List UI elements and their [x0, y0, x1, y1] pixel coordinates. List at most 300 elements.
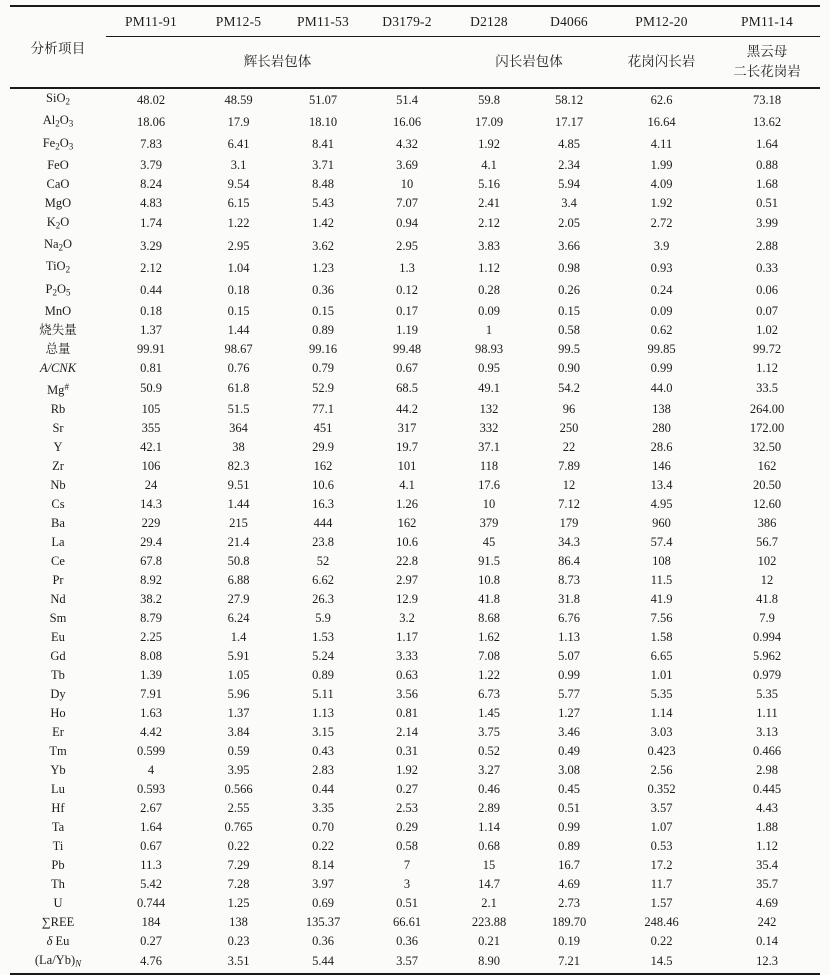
- cell: 99.5: [558, 341, 580, 356]
- column-group-header: 辉长岩包体: [106, 37, 449, 89]
- table-row: [10, 609, 820, 628]
- row-label: Cs: [51, 496, 65, 511]
- cell: 1.88: [756, 819, 778, 834]
- column-header-sample: PM11-53: [281, 6, 365, 37]
- cell: 33.5: [756, 381, 778, 396]
- cell: 29.9: [312, 439, 334, 454]
- cell: 1.92: [396, 762, 418, 777]
- cell: 7: [403, 857, 411, 872]
- cell: 108: [652, 553, 671, 568]
- row-label: $Na_2O$: [43, 237, 73, 253]
- cell: 91.5: [478, 553, 500, 568]
- cell: 6.41: [227, 137, 250, 152]
- cell: 29.4: [140, 534, 162, 549]
- cell: 0.352: [647, 781, 676, 796]
- cell: 1.92: [650, 195, 673, 210]
- cell: 15: [482, 857, 496, 872]
- cell: 35.7: [756, 876, 778, 891]
- cell: 58.12: [554, 92, 584, 107]
- cell: 0.36: [312, 283, 334, 298]
- cell: 162: [397, 515, 417, 530]
- column-header-sample: PM11-91: [106, 6, 196, 37]
- table-row: [10, 571, 820, 590]
- table-row: [10, 257, 820, 279]
- cell: 0.09: [478, 303, 500, 318]
- column-header-item: 分析项目: [10, 6, 106, 88]
- table-row: [10, 818, 820, 837]
- cell: 27.9: [227, 591, 250, 606]
- cell: 17.2: [650, 857, 673, 872]
- cell: 1.26: [396, 496, 418, 511]
- cell: 0.994: [752, 629, 782, 644]
- row-label: Ce: [51, 553, 65, 568]
- cell: 7.91: [140, 686, 162, 701]
- cell: 17.6: [478, 477, 500, 492]
- column-header-sample: D2128: [449, 6, 529, 37]
- table-row: [10, 400, 820, 419]
- cell: 0.36: [396, 933, 418, 948]
- cell: 0.19: [558, 933, 580, 948]
- cell: 57.4: [650, 534, 673, 549]
- cell: 2.98: [756, 762, 778, 777]
- cell: 0.23: [227, 933, 250, 948]
- row-label: $Fe_2O_3$: [42, 135, 74, 151]
- row-label: Lu: [51, 781, 65, 796]
- table-row: [10, 156, 820, 175]
- table-row: [10, 359, 820, 378]
- cell: 2.56: [650, 762, 673, 777]
- cell: 248.46: [644, 914, 679, 929]
- cell: 5.35: [756, 686, 778, 701]
- cell: 6.15: [227, 195, 250, 210]
- cell: 28.6: [650, 439, 673, 454]
- cell: 9.51: [227, 477, 250, 492]
- table-row: [10, 780, 820, 799]
- column-header-sample: PM12-20: [609, 6, 714, 37]
- cell: 1.13: [558, 629, 580, 644]
- table-row: [10, 932, 820, 951]
- cell: 8.48: [312, 176, 334, 191]
- row-label: Hf: [51, 800, 65, 815]
- cell: 162: [313, 458, 333, 473]
- cell: 82.3: [227, 458, 250, 473]
- cell: 250: [559, 420, 579, 435]
- table-row: [10, 495, 820, 514]
- cell: 3.9: [653, 238, 670, 253]
- cell: 51.07: [308, 92, 338, 107]
- row-label: La: [51, 534, 65, 549]
- cell: 1.92: [478, 137, 500, 152]
- cell: 13.4: [650, 477, 673, 492]
- cell: 179: [559, 515, 579, 530]
- cell: 0.22: [312, 838, 334, 853]
- cell: 0.18: [227, 283, 250, 298]
- cell: 7.89: [558, 458, 580, 473]
- cell: 0.15: [227, 303, 250, 318]
- cell: 0.445: [752, 781, 782, 796]
- column-group-header: 闪长岩包体: [449, 37, 609, 89]
- cell: 14.5: [650, 954, 673, 969]
- table-row: [10, 378, 820, 400]
- cell: 0.59: [227, 743, 250, 758]
- cell: 21.4: [227, 534, 250, 549]
- row-label: Pb: [51, 857, 65, 872]
- table-row: [10, 799, 820, 818]
- cell: 4.85: [558, 137, 580, 152]
- cell: 1.44: [227, 322, 250, 337]
- cell: 0.44: [312, 781, 334, 796]
- cell: 3.75: [478, 724, 500, 739]
- cell: 4: [147, 762, 155, 777]
- cell: 1.07: [650, 819, 673, 834]
- cell: 6.88: [227, 572, 250, 587]
- cell: 2.41: [478, 195, 500, 210]
- cell: 3.56: [396, 686, 418, 701]
- cell: 2.89: [478, 800, 500, 815]
- cell: 5.35: [650, 686, 673, 701]
- row-label: Sr: [52, 420, 64, 435]
- cell: 0.979: [752, 667, 782, 682]
- table-row: [10, 340, 820, 359]
- cell: 10.8: [478, 572, 500, 587]
- cell: 12.60: [752, 496, 782, 511]
- cell: 355: [141, 420, 161, 435]
- cell: 0.51: [558, 800, 580, 815]
- cell: 99.85: [647, 341, 676, 356]
- cell: 0.52: [478, 743, 500, 758]
- cell: 61.8: [227, 381, 250, 396]
- row-label: SiO$_2$: [46, 91, 70, 107]
- row-label: Tm: [49, 743, 67, 758]
- cell: 98.67: [224, 341, 253, 356]
- cell: 132: [479, 401, 499, 416]
- cell: 3.29: [140, 238, 162, 253]
- table-row: [10, 419, 820, 438]
- cell: 1.02: [756, 322, 778, 337]
- cell: 5.94: [558, 176, 580, 191]
- table-row: [10, 280, 820, 302]
- table-row: [10, 514, 820, 533]
- cell: 106: [141, 458, 161, 473]
- cell: 66.61: [392, 914, 422, 929]
- cell: 1.39: [140, 667, 162, 682]
- cell: 4.1: [399, 477, 415, 492]
- column-group-header: 花岗闪长岩: [609, 37, 714, 89]
- cell: 0.24: [650, 283, 673, 298]
- cell: 3.69: [396, 157, 418, 172]
- cell: 3.4: [561, 195, 577, 210]
- row-label: Er: [52, 724, 64, 739]
- row-label: Ti: [52, 838, 64, 853]
- row-label: Dy: [50, 686, 66, 701]
- cell: 8.41: [312, 137, 334, 152]
- table-row: [10, 321, 820, 340]
- cell: 0.99: [558, 667, 580, 682]
- cell: 3.08: [558, 762, 580, 777]
- cell: 3.83: [478, 238, 500, 253]
- cell: 4.11: [650, 137, 673, 152]
- cell: 3.97: [312, 876, 334, 891]
- cell: 1.63: [140, 705, 162, 720]
- row-label: δ Eu: [46, 933, 70, 948]
- table-row: [10, 235, 820, 257]
- cell: 0.566: [224, 781, 253, 796]
- cell: 1.4: [230, 629, 247, 644]
- cell: 0.49: [558, 743, 580, 758]
- cell: 10: [400, 176, 414, 191]
- cell: 2.95: [227, 238, 250, 253]
- cell: 0.15: [558, 303, 580, 318]
- table-row: [10, 628, 820, 647]
- cell: 0.99: [650, 360, 673, 375]
- row-label: Tb: [51, 667, 65, 682]
- cell: 41.8: [756, 591, 778, 606]
- cell: 317: [397, 420, 417, 435]
- cell: 35.4: [756, 857, 778, 872]
- cell: 7.08: [478, 648, 500, 663]
- cell: 2.73: [558, 895, 580, 910]
- cell: 49.1: [478, 381, 500, 396]
- cell: 10: [482, 496, 496, 511]
- cell: 32.50: [752, 439, 782, 454]
- cell: 0.46: [478, 781, 500, 796]
- cell: 3.35: [312, 800, 334, 815]
- cell: 41.9: [650, 591, 673, 606]
- cell: 118: [479, 458, 499, 473]
- cell: 215: [229, 515, 248, 530]
- cell: 54.2: [558, 381, 580, 396]
- row-label: Yb: [50, 762, 66, 777]
- cell: 4.42: [140, 724, 162, 739]
- cell: 5.07: [558, 648, 580, 663]
- cell: 0.53: [650, 838, 673, 853]
- row-label: 烧失量: [39, 322, 77, 337]
- cell: 0.06: [756, 283, 778, 298]
- cell: 7.9: [759, 610, 775, 625]
- cell: 102: [757, 553, 777, 568]
- cell: 2.55: [227, 800, 250, 815]
- cell: 0.51: [756, 195, 778, 210]
- cell: 20.50: [752, 477, 782, 492]
- cell: 451: [313, 420, 333, 435]
- cell: 332: [479, 420, 499, 435]
- cell: 17.17: [554, 114, 584, 129]
- cell: 4.1: [481, 157, 497, 172]
- cell: 1: [485, 322, 493, 337]
- cell: 0.68: [478, 838, 500, 853]
- table-row: [10, 704, 820, 723]
- cell: 1.11: [756, 705, 778, 720]
- cell: 9.54: [227, 176, 250, 191]
- cell: 67.8: [140, 553, 162, 568]
- cell: 0.44: [140, 283, 162, 298]
- cell: 3.03: [650, 724, 673, 739]
- cell: 223.88: [471, 914, 507, 929]
- row-label: Zr: [52, 458, 64, 473]
- cell: 0.81: [140, 360, 162, 375]
- cell: 960: [652, 515, 671, 530]
- cell: 7.29: [227, 857, 250, 872]
- cell: 4.76: [140, 954, 162, 969]
- cell: 8.24: [140, 176, 162, 191]
- table-row: [10, 894, 820, 913]
- row-label: $P_2O_5$: [45, 281, 71, 297]
- cell: 0.599: [136, 743, 166, 758]
- row-label: Mg#: [47, 381, 69, 397]
- cell: 1.37: [140, 322, 162, 337]
- cell: 4.43: [756, 800, 778, 815]
- row-label: Nb: [50, 477, 66, 492]
- table-row: [10, 951, 820, 974]
- cell: 1.57: [650, 895, 673, 910]
- cell: 18.06: [136, 114, 166, 129]
- table-row: [10, 742, 820, 761]
- cell: 44.2: [396, 401, 418, 416]
- cell: 99.91: [136, 341, 166, 356]
- row-label: Th: [51, 876, 65, 891]
- cell: 1.12: [756, 360, 778, 375]
- cell: 3.46: [558, 724, 580, 739]
- cell: 45: [482, 534, 496, 549]
- row-label: Rb: [50, 401, 66, 416]
- cell: 1.12: [478, 260, 500, 275]
- cell: 3.33: [396, 648, 418, 663]
- cell: 34.3: [558, 534, 580, 549]
- cell: 0.94: [396, 216, 418, 231]
- cell: 0.58: [558, 322, 580, 337]
- cell: 2.14: [396, 724, 418, 739]
- cell: 99.16: [308, 341, 338, 356]
- cell: 0.744: [136, 895, 166, 910]
- table-row: [10, 194, 820, 213]
- cell: 1.44: [227, 496, 250, 511]
- cell: 7.83: [140, 137, 162, 152]
- table-row: [10, 134, 820, 156]
- cell: 229: [141, 515, 161, 530]
- cell: 0.95: [478, 360, 500, 375]
- cell: 0.28: [478, 283, 500, 298]
- table-row: [10, 666, 820, 685]
- cell: 138: [652, 401, 671, 416]
- geochem-table: [10, 5, 820, 975]
- cell: 11.3: [140, 857, 162, 872]
- table-header: [10, 6, 820, 88]
- cell: 1.17: [396, 629, 418, 644]
- table-row: [10, 856, 820, 875]
- cell: 1.58: [650, 629, 673, 644]
- cell: 6.73: [478, 686, 500, 701]
- cell: 23.8: [312, 534, 334, 549]
- cell: 22: [562, 439, 576, 454]
- cell: 0.12: [396, 283, 418, 298]
- cell: 51.5: [227, 401, 250, 416]
- row-label: Ba: [51, 515, 65, 530]
- cell: 0.17: [396, 303, 418, 318]
- cell: 12: [562, 477, 576, 492]
- cell: 2.05: [558, 216, 580, 231]
- cell: 8.73: [558, 572, 580, 587]
- cell: 0.69: [312, 895, 334, 910]
- cell: 73.18: [752, 92, 782, 107]
- cell: 5.962: [752, 648, 782, 663]
- cell: 0.89: [558, 838, 580, 853]
- cell: 3.99: [756, 216, 778, 231]
- cell: 2.95: [396, 238, 418, 253]
- cell: 10.6: [312, 477, 334, 492]
- row-label: 总量: [45, 341, 71, 356]
- table-row: [10, 533, 820, 552]
- cell: 1.22: [478, 667, 500, 682]
- cell: 37.1: [478, 439, 500, 454]
- cell: 0.89: [312, 667, 334, 682]
- cell: 3.95: [227, 762, 250, 777]
- cell: 0.29: [396, 819, 418, 834]
- cell: 3.2: [399, 610, 415, 625]
- cell: 51.4: [396, 92, 418, 107]
- column-header-sample: D4066: [529, 6, 609, 37]
- cell: 0.36: [312, 933, 334, 948]
- cell: 1.22: [227, 216, 250, 231]
- cell: 1.19: [396, 322, 418, 337]
- cell: 162: [757, 458, 777, 473]
- cell: 0.67: [140, 838, 162, 853]
- row-label: TiO$_2$: [45, 259, 71, 275]
- cell: 3.57: [396, 954, 418, 969]
- cell: 1.64: [140, 819, 162, 834]
- column-header-sample: D3179-2: [365, 6, 449, 37]
- cell: 0.43: [312, 743, 334, 758]
- cell: 0.21: [478, 933, 500, 948]
- cell: 146: [652, 458, 671, 473]
- cell: 8.79: [140, 610, 162, 625]
- cell: 0.51: [396, 895, 418, 910]
- cell: 5.16: [478, 176, 500, 191]
- cell: 12.3: [756, 954, 778, 969]
- cell: 16.06: [392, 114, 422, 129]
- cell: 5.96: [227, 686, 250, 701]
- cell: 1.27: [558, 705, 580, 720]
- cell: 38: [232, 439, 245, 454]
- cell: 0.99: [558, 819, 580, 834]
- table-row: [10, 590, 820, 609]
- cell: 3.66: [558, 238, 580, 253]
- cell: 5.44: [312, 954, 334, 969]
- cell: 0.423: [647, 743, 676, 758]
- cell: 0.593: [136, 781, 166, 796]
- cell: 0.765: [224, 819, 253, 834]
- cell: 86.4: [558, 553, 580, 568]
- cell: 5.91: [227, 648, 250, 663]
- cell: 1.99: [650, 157, 673, 172]
- cell: 364: [229, 420, 248, 435]
- cell: 1.45: [478, 705, 500, 720]
- cell: 42.1: [140, 439, 162, 454]
- cell: 2.88: [756, 238, 778, 253]
- cell: 2.67: [140, 800, 162, 815]
- cell: 5.77: [558, 686, 580, 701]
- cell: 0.33: [756, 260, 778, 275]
- cell: 2.34: [558, 157, 580, 172]
- row-label: Gd: [50, 648, 66, 663]
- cell: 4.09: [650, 176, 673, 191]
- cell: 5.42: [140, 876, 162, 891]
- table-row: [10, 175, 820, 194]
- row-label: Eu: [51, 629, 65, 644]
- cell: 1.23: [312, 260, 334, 275]
- cell: 0.58: [396, 838, 418, 853]
- row-label: U: [53, 895, 63, 910]
- row-label: ∑REE: [41, 914, 75, 929]
